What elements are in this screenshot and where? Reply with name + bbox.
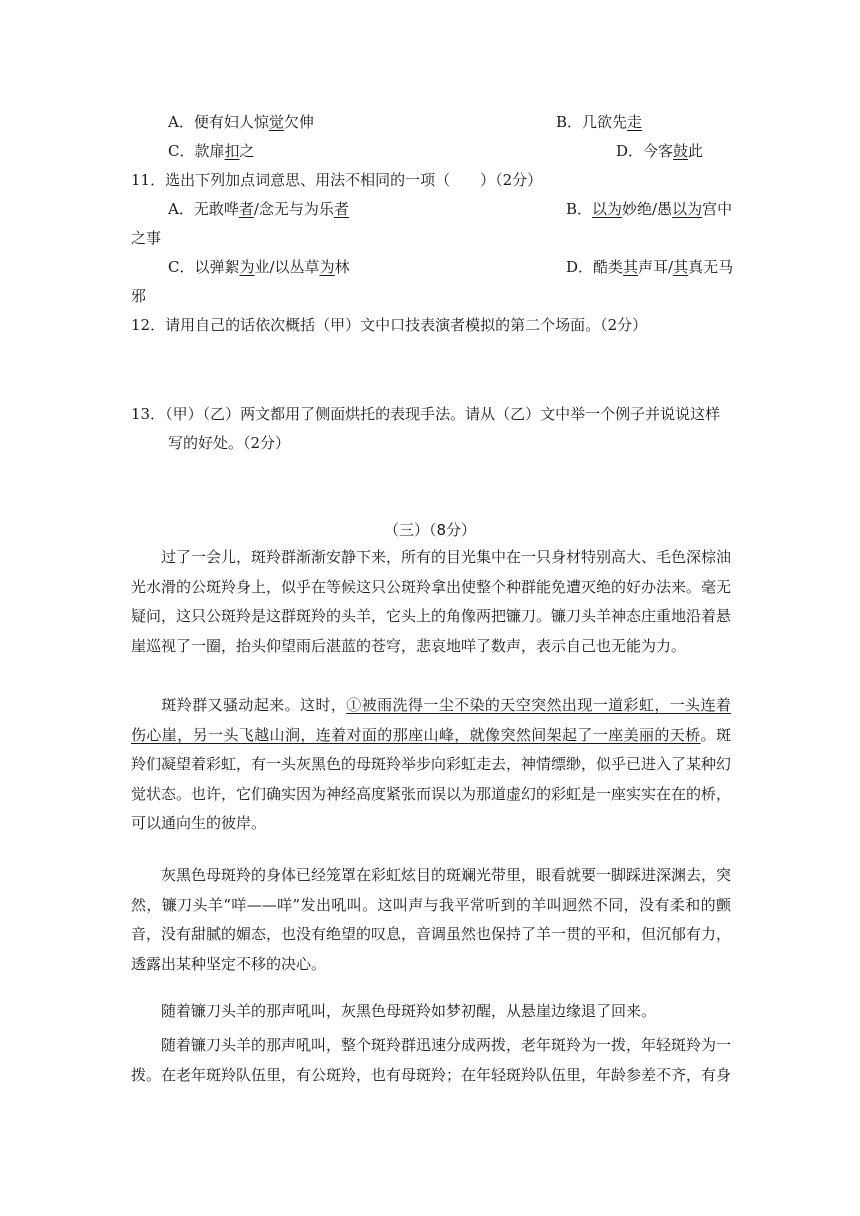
q11-option-c-tail: 林 — [334, 258, 350, 276]
q11-option-c — [168, 257, 350, 277]
q11-option-b — [566, 199, 732, 219]
section3-paragraph-5-text: 随着镰刀头羊的那声吼叫，整个斑羚群迅速分成两拨，老年斑羚为一拨，年轻斑羚为一拨。在老年斑羚队伍里，有公斑羚，也有母斑羚；在年轻斑羚队伍里，年龄参差不齐，有身 — [131, 1036, 732, 1084]
q10-option-c — [168, 141, 255, 161]
q11-option-d-key1: 其 — [623, 258, 639, 276]
q13-line1: 13．（甲）（乙）两文都用了侧面烘托的表现手法。请从（乙）文中举一个例子并说说这样 — [131, 405, 721, 423]
q11-option-d-tail: 真无马 — [688, 258, 734, 276]
section3-paragraph-3 — [131, 861, 731, 979]
q11-option-d — [566, 257, 733, 277]
q11-option-a — [168, 199, 349, 219]
q11-option-c-key1: 为 — [239, 258, 255, 276]
section3-paragraph-3-text: 灰黑色母斑羚的身体已经笼罩在彩虹炫目的斑斓光带里，眼看就要一脚踩进深渊去，突然，镰刀头羊“咩——咩”发出吼叫。这叫声与我平常听到的羊叫迥然不同，没有柔和的颤音，没有甜腻的媚态，也没有绝望的叹息，音调虽然也保持了羊一贯的平和，但沉郁有力，透露出某种坚定不移的决心。 — [131, 866, 732, 973]
q10-option-d-key: 鼓 — [673, 142, 689, 160]
section3-paragraph-2-lead: 斑羚群又骚动起来。这时， — [161, 696, 347, 714]
q11-option-b-tail: 宫中 — [702, 200, 733, 218]
q11-option-d-continuation: 邪 — [131, 287, 147, 305]
section3-paragraph-1-text: 过了一会儿，斑羚群渐渐安静下来，所有的目光集中在一只身材特别高大、毛色深棕油光水滑的公斑羚身上，似乎在等候这只公斑羚拿出使整个种群能免遭灭绝的好办法来。毫无疑问，这只公斑羚是这群斑羚的头羊，它头上的角像两把镰刀。镰刀头羊神态庄重地沿着悬崖巡视了一圈，抬头仰望雨后湛蓝的苍穹，悲哀地咩了数声，表示自己也无能为力。 — [131, 548, 732, 655]
q11-option-d-mid: 声耳/ — [638, 258, 674, 276]
q10-option-a-text: A．便有妇人惊 — [168, 113, 269, 131]
q11-option-b-continuation: 之事 — [131, 229, 162, 247]
section3-paragraph-2 — [131, 691, 731, 839]
q10-option-c-key: 扣 — [224, 142, 240, 160]
q10-option-d-tail: 此 — [688, 142, 704, 160]
q11-option-a-mid: /念无与为乐 — [253, 200, 334, 218]
section3-paragraph-2-rest: 。斑羚们凝望着彩虹，有一头灰黑色的母斑羚举步向彩虹走去，神情缥缈，似乎已进入了某种幻觉状态。也许，它们确实因为神经高度紧张而误以为那道虚幻的彩虹是一座实实在在的桥，可以通向生的彼岸。 — [131, 725, 732, 833]
q11-option-b-key2: 以为 — [672, 200, 703, 218]
q10-option-c-text: C．款扉 — [168, 142, 225, 160]
q11-option-b-mid: 妙绝/愚 — [622, 200, 673, 218]
q11-option-c-key2: 为 — [319, 258, 335, 276]
q10-option-a — [168, 112, 314, 132]
q10-option-b-text: B．几欲先 — [556, 113, 628, 131]
q11-option-b-key1: 以为 — [592, 200, 623, 218]
q11-stem: 11．选出下列加点词意思、用法不相同的一项（ ）（2分） — [131, 171, 543, 189]
q10-option-b — [556, 112, 642, 132]
q11-option-d-text: D．酷类 — [566, 258, 624, 276]
q11-option-a-key1: 者 — [238, 200, 254, 218]
q12-text: 12．请用自己的话依次概括（甲）文中口技表演者模拟的第二个场面。（2分） — [131, 316, 648, 334]
q11-option-d-key2: 其 — [673, 258, 689, 276]
q10-option-d — [616, 141, 703, 161]
q10-option-d-text: D．今客 — [616, 142, 674, 160]
q11-option-c-mid: 业/以丛草 — [254, 258, 320, 276]
q10-option-a-tail: 欠伸 — [283, 113, 314, 131]
q11-option-b-text: B． — [566, 200, 593, 218]
q10-option-a-key: 觉 — [268, 113, 284, 131]
section3-paragraph-5 — [131, 1031, 731, 1090]
q11-option-c-text: C．以弹絮 — [168, 258, 240, 276]
q10-option-c-tail: 之 — [239, 142, 255, 160]
q11-option-a-text: A．无敢哗 — [168, 200, 239, 218]
section3-paragraph-1 — [131, 543, 731, 661]
section3-paragraph-4 — [131, 997, 731, 1027]
section3-title: （三）（8分） — [383, 521, 477, 539]
q10-option-b-key: 走 — [627, 113, 643, 131]
section3-paragraph-4-text: 随着镰刀头羊的那声吼叫，灰黑色母斑羚如梦初醒，从悬崖边缘退了回来。 — [161, 1002, 657, 1020]
section3-underlined-sentence-1: ①被雨洗得一尘不染的天空突然出现一道彩虹，一头连着伤心崖，另一头飞越山涧，连着对面的那座山峰，就像突然间架起了一座美丽的天桥 — [131, 696, 731, 744]
q11-option-a-key2: 者 — [333, 200, 349, 218]
q13-line2: 写的好处。（2分） — [168, 434, 291, 452]
